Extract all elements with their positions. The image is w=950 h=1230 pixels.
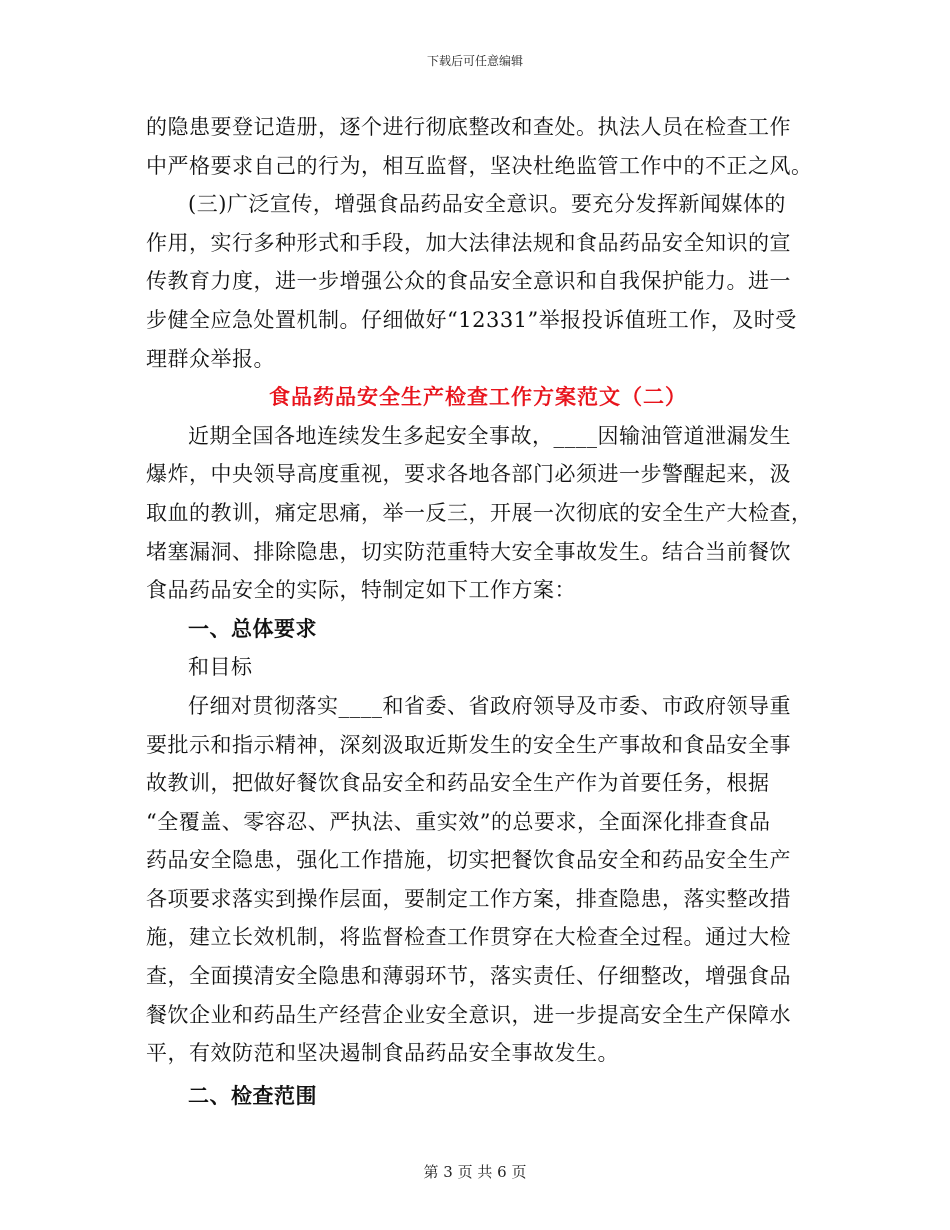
body-line: 食品药品安全的实际，特制定如下工作方案：	[146, 578, 576, 603]
body-line: 要批示和指示精神，深刻汲取近斯发生的安全生产事故和食品安全事	[146, 732, 791, 757]
body-line: 爆炸，中央领导高度重视，要求各地各部门必须进一步警醒起来，汲	[146, 462, 791, 487]
body-line: (三)广泛宣传，增强食品药品安全意识。要充分发挥新闻媒体的	[188, 192, 786, 217]
body-line: 平，有效防范和坚决遏制食品药品安全事故发生。	[146, 1041, 619, 1066]
body-line: 的隐患要登记造册，逐个进行彻底整改和查处。执法人员在检查工作	[146, 115, 791, 139]
body-line: 作用，实行多种形式和手段，加大法律法规和食品药品安全知识的宣	[146, 230, 791, 255]
body-line: 近期全国各地连续发生多起安全事故，____因输油管道泄漏发生	[188, 423, 791, 448]
document-body	[146, 108, 813, 1115]
body-line: 理群众举报。	[146, 346, 275, 371]
body-line: 堵塞漏洞、排除隐患，切实防范重特大安全事故发生。结合当前餐饮	[146, 539, 791, 564]
body-line: “全覆盖、零容忍、严执法、重实效”的总要求，全面深化排查食品	[146, 809, 771, 834]
body-line: 查，全面摸清安全隐患和薄弱环节，落实责任、仔细整改，增强食品	[146, 964, 791, 989]
body-line: 步健全应急处置机制。仔细做好“12331”举报投诉值班工作，及时受	[146, 307, 797, 332]
body-line: 药品安全隐患，强化工作措施，切实把餐饮食品安全和药品安全生产	[146, 848, 791, 873]
body-line: 中严格要求自己的行为，相互监督，坚决杜绝监管工作中的不正之风。	[146, 153, 813, 178]
section-heading: 一、总体要求	[188, 615, 317, 641]
body-line: 各项要求落实到操作层面，要制定工作方案，排查隐患，落实整改措	[146, 886, 791, 911]
section-heading: 二、检查范围	[188, 1082, 317, 1108]
body-line: 取血的教训，痛定思痛，举一反三，开展一次彻底的安全生产大检查，	[146, 500, 813, 525]
body-line: 和目标	[188, 655, 253, 680]
page-header: 下载后可任意编辑	[426, 54, 523, 68]
body-line: 仔细对贯彻落实____和省委、省政府领导及市委、市政府领导重	[188, 693, 791, 718]
body-line: 餐饮企业和药品生产经营企业安全意识，进一步提高安全生产保障水	[146, 1002, 791, 1027]
section-title: 食品药品安全生产检查工作方案范文（二）	[269, 384, 687, 410]
body-line: 传教育力度，进一步增强公众的食品安全意识和自我保护能力。进一	[146, 269, 791, 294]
body-line: 施，建立长效机制，将监督检查工作贯穿在大检查全过程。通过大检	[146, 925, 791, 950]
page-footer: 第 3 页 共 6 页	[423, 1163, 527, 1181]
body-line: 故教训，把做好餐饮食品安全和药品安全生产作为首要任务，根据	[146, 771, 770, 796]
